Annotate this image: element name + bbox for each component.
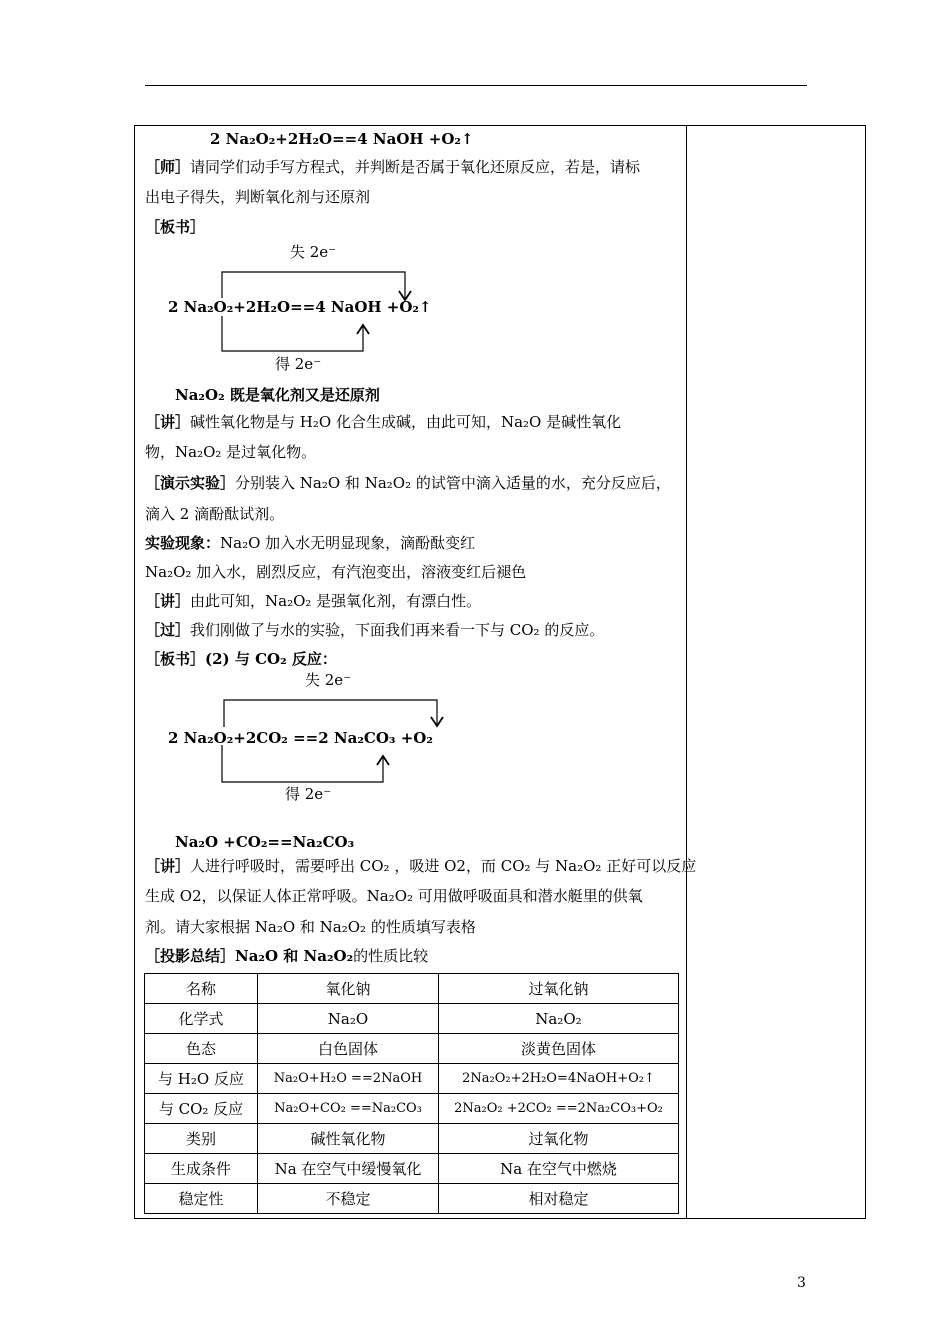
table-cell: 过氧化钠	[439, 974, 679, 1004]
table-row	[145, 1124, 679, 1154]
table-cell: 色态	[145, 1034, 258, 1064]
table-header-row	[145, 974, 679, 1004]
table-cell: 碱性氧化物	[258, 1124, 439, 1154]
table-cell: 化学式	[145, 1004, 258, 1034]
lecture2-line: ［讲］由此可知，Na₂O₂ 是强氧化剂，有漂白性。	[145, 592, 482, 610]
diagram2-gain-label: 得 2e⁻	[285, 785, 332, 803]
phenomenon-line-1: 实验现象：Na₂O 加入水无明显现象，滴酚酞变红	[145, 534, 476, 552]
diagram2-lose-label: 失 2e⁻	[305, 671, 352, 689]
phenomenon-line-2: Na₂O₂ 加入水，剧烈反应，有汽泡变出，溶液变红后褪色	[145, 563, 527, 581]
table-cell: 名称	[145, 974, 258, 1004]
teacher-line-2: 出电子得失，判断氧化剂与还原剂	[145, 188, 371, 206]
table-cell: 与 CO₂ 反应	[145, 1094, 258, 1124]
diagram1-lose-label: 失 2e⁻	[290, 243, 337, 261]
table-cell: 白色固体	[258, 1034, 439, 1064]
table-row	[145, 1154, 679, 1184]
diagram1-gain-label: 得 2e⁻	[275, 355, 322, 373]
lecture1-line-1: ［讲］碱性氧化物是与 H₂O 化合生成碱，由此可知，Na₂O 是碱性氧化	[145, 413, 622, 431]
table-row	[145, 1184, 679, 1214]
table-cell: 类别	[145, 1124, 258, 1154]
lecture3-line-3: 剂。请大家根据 Na₂O 和 Na₂O₂ 的性质填写表格	[145, 918, 476, 936]
lecture3-line-2: 生成 O2，以保证人体正常呼吸。Na₂O₂ 可用做呼吸面具和潜水艇里的供氧	[145, 887, 643, 905]
table-row	[145, 1004, 679, 1034]
conclusion-1: Na₂O₂ 既是氧化剂又是还原剂	[175, 386, 380, 404]
table-cell: 生成条件	[145, 1154, 258, 1184]
table-cell: Na₂O	[258, 1004, 439, 1034]
table-cell: 2Na₂O₂ +2CO₂ ==2Na₂CO₃+O₂	[439, 1094, 679, 1124]
lecture3-line-1: ［讲］人进行呼吸时，需要呼出 CO₂ ，吸进 O2，而 CO₂ 与 Na₂O₂ 正好可以反应	[145, 857, 697, 875]
table-cell: Na₂O+H₂O ==2NaOH	[258, 1064, 439, 1094]
diagram1-equation: 2 Na₂O₂+2H₂O==4 NaOH +O₂↑	[168, 298, 432, 316]
table-cell: 与 H₂O 反应	[145, 1064, 258, 1094]
table-cell: Na 在空气中燃烧	[439, 1154, 679, 1184]
teacher-tag: ［师］	[145, 158, 191, 176]
intro-equation: 2 Na₂O₂+2H₂O==4 NaOH +O₂↑	[210, 130, 474, 148]
table-cell: 相对稳定	[439, 1184, 679, 1214]
demo-line-2: 滴入 2 滴酚酞试剂。	[145, 505, 285, 523]
table-cell: Na₂O₂	[439, 1004, 679, 1034]
diagram2-equation: 2 Na₂O₂+2CO₂ ==2 Na₂CO₃ +O₂	[168, 729, 433, 747]
table-row	[145, 1034, 679, 1064]
table-cell: 不稳定	[258, 1184, 439, 1214]
table-row	[145, 1094, 679, 1124]
page-number: 3	[797, 1275, 806, 1291]
comparison-table	[144, 973, 679, 1214]
equation-3: Na₂O +CO₂==Na₂CO₃	[175, 833, 355, 851]
teacher-line-1: ［师］请同学们动手写方程式，并判断是否属于氧化还原反应，若是，请标	[145, 158, 641, 176]
table-cell: 淡黄色固体	[439, 1034, 679, 1064]
board2-line: ［板书］(2) 与 CO₂ 反应：	[145, 650, 337, 668]
transition-line: ［过］我们刚做了与水的实验，下面我们再来看一下与 CO₂ 的反应。	[145, 621, 605, 639]
table-cell: 氧化钠	[258, 974, 439, 1004]
table-cell: 2Na₂O₂+2H₂O=4NaOH+O₂↑	[439, 1064, 679, 1094]
table-cell: Na 在空气中缓慢氧化	[258, 1154, 439, 1184]
table-cell: 稳定性	[145, 1184, 258, 1214]
summary-line: ［投影总结］Na₂O 和 Na₂O₂的性质比较	[145, 947, 429, 965]
table-row	[145, 1064, 679, 1094]
board-tag: ［板书］	[145, 218, 206, 236]
demo-line-1: ［演示实验］分别装入 Na₂O 和 Na₂O₂ 的试管中滴入适量的水，充分反应后，	[145, 474, 671, 492]
table-cell: Na₂O+CO₂ ==Na₂CO₃	[258, 1094, 439, 1124]
lecture1-line-2: 物，Na₂O₂ 是过氧化物。	[145, 443, 317, 461]
table-cell: 过氧化物	[439, 1124, 679, 1154]
